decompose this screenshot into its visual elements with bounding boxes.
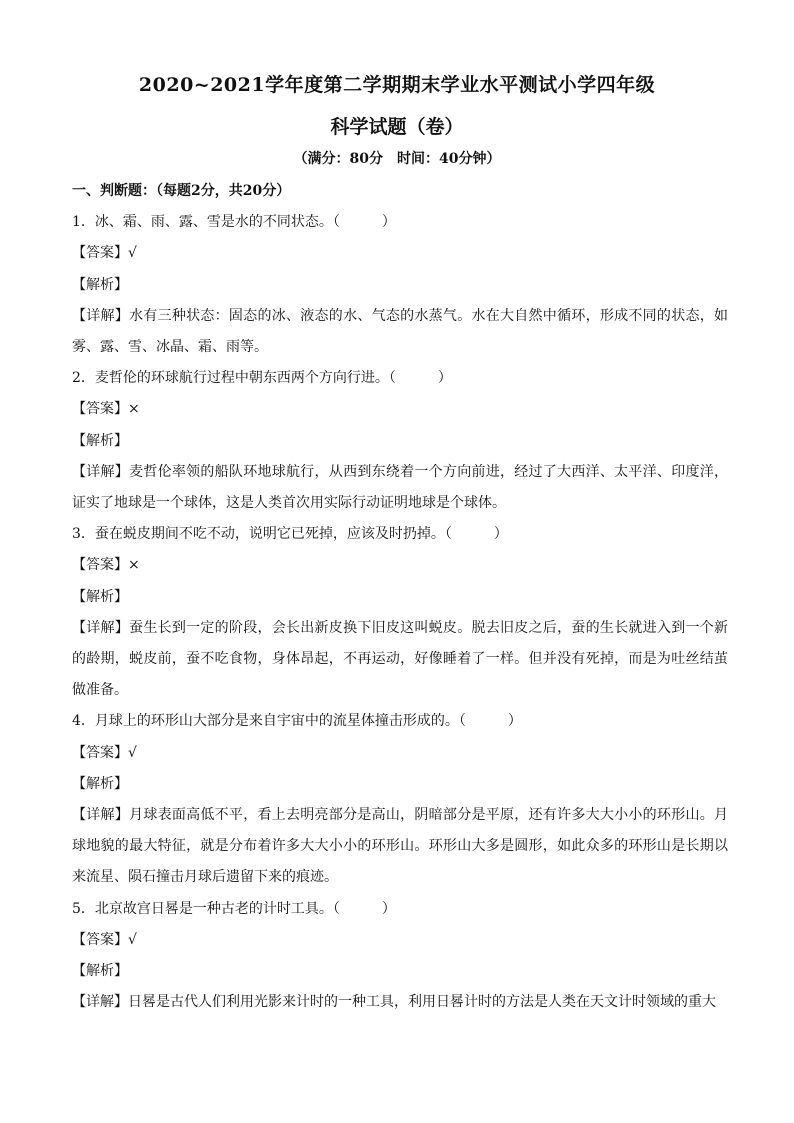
answer-line: 【答案】× xyxy=(72,401,140,418)
exam-title-line2: 科学试题（卷） xyxy=(330,116,464,138)
exam-subtitle: （满分：80分 时间：40分钟） xyxy=(293,151,501,167)
section-heading: 一、判断题：（每题2分，共20分） xyxy=(72,183,291,199)
analysis-label: 【解析】 xyxy=(72,775,128,792)
answer-line: 【答案】× xyxy=(72,557,140,574)
analysis-label: 【解析】 xyxy=(72,963,128,980)
analysis-label: 【解析】 xyxy=(72,588,128,605)
question-stem: 4．月球上的环形山大部分是来自宇宙中的流星体撞击形成的。（ ） xyxy=(72,713,522,730)
exam-title-line1: 2020~2021学年度第二学期期末学业水平测试小学四年级 xyxy=(138,74,656,96)
analysis-label: 【解析】 xyxy=(72,276,128,293)
question-stem: 1．冰、霜、雨、露、雪是水的不同状态。（ ） xyxy=(72,214,396,231)
exam-body xyxy=(72,176,728,1018)
analysis-label: 【解析】 xyxy=(72,432,128,449)
question-3 xyxy=(72,519,728,706)
detail-paragraph: 【详解】月球表面高低不平，看上去明亮部分是高山，阴暗部分是平原，还有许多大大小小的环形山。月球地貌的最大特征，就是分布着许多大大小小的环形山。环形山大多是圆形，如此众多的环形山是长期以来流星、陨石撞击月球后遗留下来的痕迹。 xyxy=(72,807,728,886)
answer-line: 【答案】√ xyxy=(72,245,137,262)
answer-line: 【答案】√ xyxy=(72,931,137,948)
question-2 xyxy=(72,363,728,519)
detail-paragraph: 【详解】麦哲伦率领的船队环地球航行，从西到东绕着一个方向前进，经过了大西洋、太平洋、印度洋，证实了地球是一个球体，这是人类首次用实际行动证明地球是个球体。 xyxy=(72,463,728,512)
question-4 xyxy=(72,706,728,893)
question-5 xyxy=(72,894,728,1019)
detail-paragraph: 【详解】日晷是古代人们利用光影来计时的一种工具，利用日晷计时的方法是人类在天文计时领域的重大 xyxy=(72,994,716,1011)
question-1 xyxy=(72,207,728,363)
detail-paragraph: 【详解】水有三种状态：固态的冰、液态的水、气态的水蒸气。水在大自然中循环，形成不同的状态，如雾、露、雪、冰晶、霜、雨等。 xyxy=(72,307,728,356)
answer-line: 【答案】√ xyxy=(72,744,137,761)
question-stem: 5．北京故宫日晷是一种古老的计时工具。（ ） xyxy=(72,900,396,917)
question-stem: 2．麦哲伦的环球航行过程中朝东西两个方向行进。（ ） xyxy=(72,370,452,387)
detail-paragraph: 【详解】蚕生长到一定的阶段，会长出新皮换下旧皮这叫蜕皮。脱去旧皮之后，蚕的生长就进入到一个新的龄期，蜕皮前，蚕不吃食物，身体昂起，不再运动，好像睡着了一样。但并没有死掉，而是为吐丝结茧做准备。 xyxy=(72,619,728,699)
question-stem: 3．蚕在蜕皮期间不吃不动，说明它已死掉，应该及时扔掉。（ ） xyxy=(72,526,508,543)
